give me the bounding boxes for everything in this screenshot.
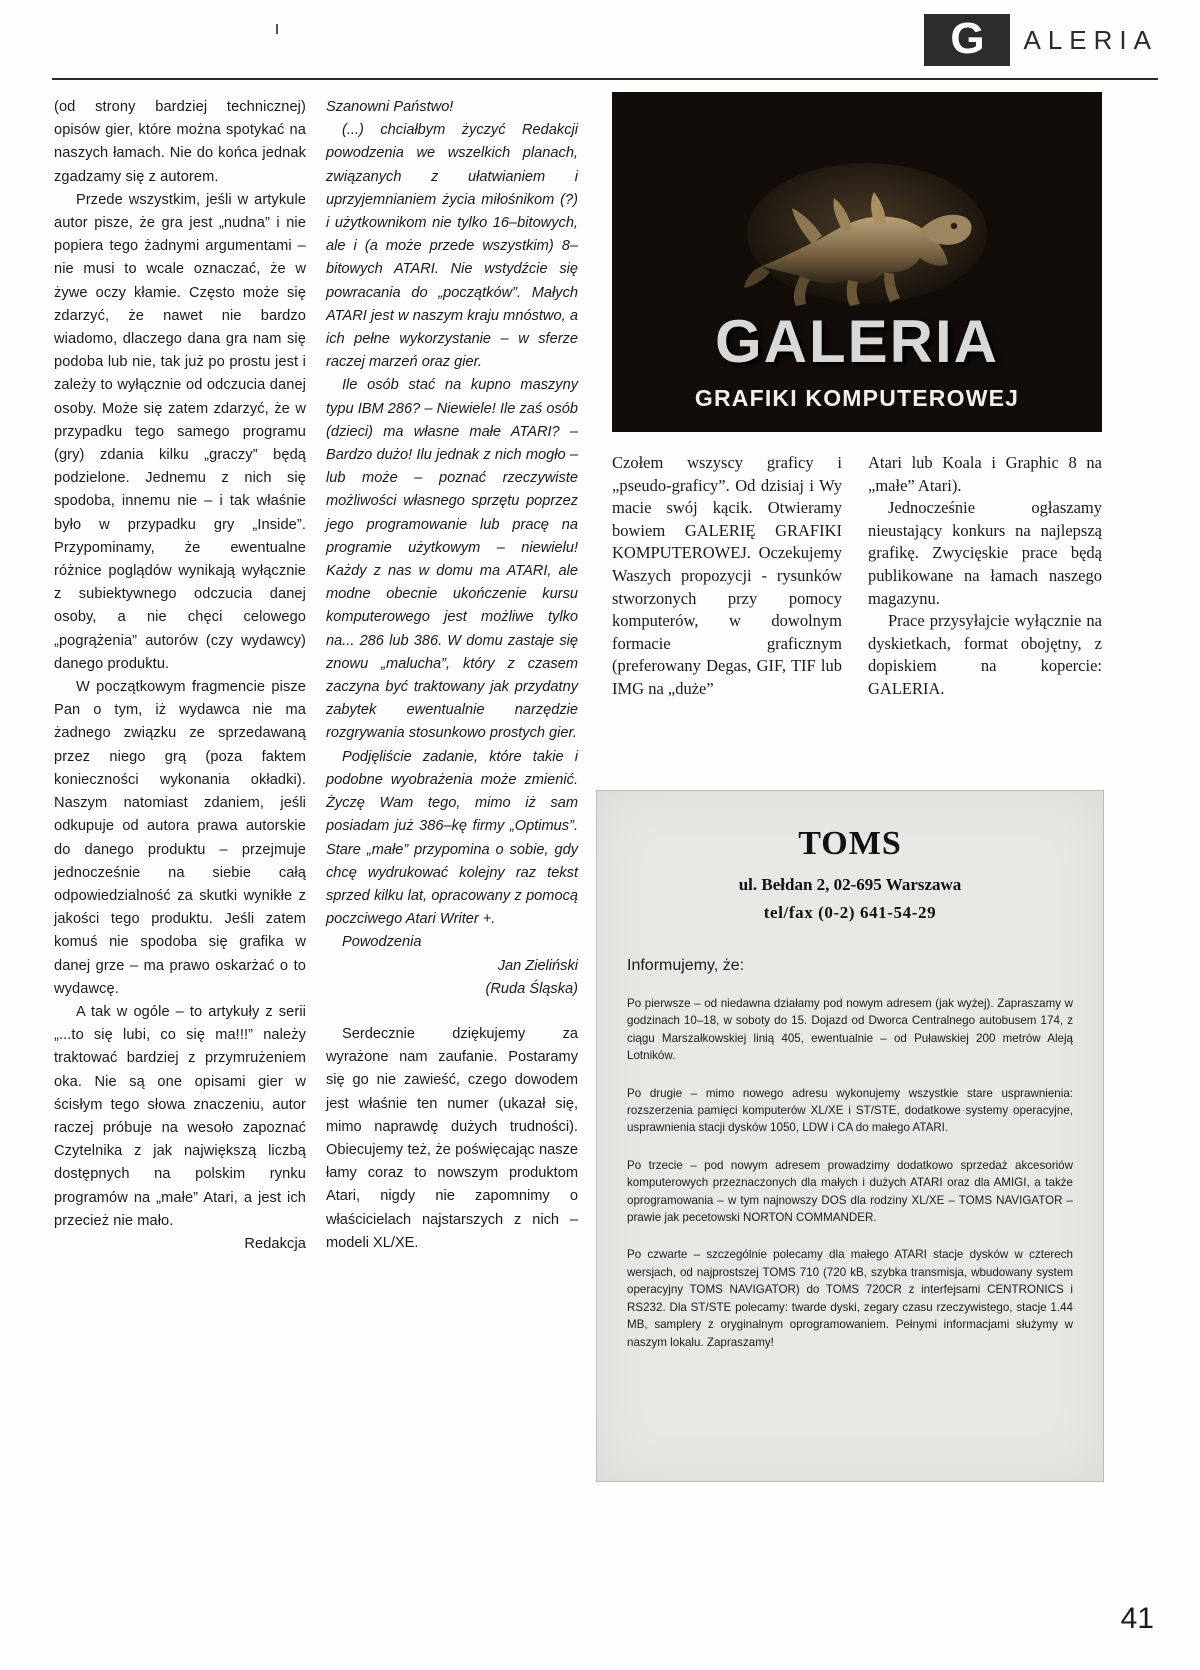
ad-item: Po czwarte – szczególnie polecamy dla małego ATARI stacje dysków w czterech wersjach, od najprostszej TOMS 710 (720 kB, szybka transmisja, wbudowany system operacyjny TOMS NAVIGATOR) do TOMS 720CR z interfejsami CENTRONICS i RS232. Dla ST/STE polecamy: twarde dyski, zegary czasu rzeczywistego, stacje 1.44 MB, samplery z oryginalnym oprogramowaniem. Pełnymi informacjami służymy w naszym lokalu. Zapraszamy! [627, 1248, 1073, 1349]
ad-item: Po pierwsze – od niedawna działamy pod nowym adresem (jak wyżej). Zapraszamy w godzinach 10–18, w soboty do 15. Dojazd od Dworca Centralnego autobusem 174, z ciągu Marszałkowskiej linią 405, ewentualnie – od Puławskiej 200 metrów Aleją Lotników. [627, 997, 1073, 1063]
galeria-logo-icon [924, 14, 1010, 66]
page-number: 41 [1120, 1602, 1154, 1635]
paragraph: A tak w ogóle – to artykuły z serii „...to się lubi, co się ma!!!” należy traktować bardziej z przymrużeniem oka. Nie są one opisami gier w ścisłym tego słowa znaczeniu, autor raczej próbuje na wesoło zapoznać Czytelnika z jak największą liczbą dostępnych na polskim rynku programów na „małe” Atari, a jest ich przecież nie mało. [54, 1003, 306, 1229]
masthead [924, 14, 1159, 66]
letter-closing: Powodzenia [342, 934, 422, 951]
logo-wordmark: ALERIA [1023, 24, 1158, 55]
dinosaur-illustration-icon [742, 138, 992, 318]
paragraph: Atari lub Koala i Graphic 8 na „małe” Atari). [868, 453, 1102, 495]
paragraph: Prace przysyłajcie wyłącznie na dyskietkach, format obojętny, z dopiskiem na kopercie: GALERIA. [868, 611, 1102, 698]
ad-lead: Informujemy, że: [627, 957, 745, 974]
crop-mark [276, 24, 278, 34]
column-middle [326, 96, 578, 1255]
column-left [54, 96, 306, 1256]
logo-letter: G [950, 14, 983, 63]
ad-phone: tel/fax (0-2) 641-54-29 [763, 903, 937, 922]
paragraph: (...) chciałbym życzyć Redakcji powodzenia we wszelkich planach, związanych z ułatwianiem i uprzyjemnianiem życia miłośnikom (?) i użytkownikom nie tylko 16–bitowych, ale i (a może przede wszystkim) 8–bitowych ATARI. Nie wstydźcie się powracania do „początków”. Małych ATARI jest w naszym kraju mnóstwo, a ich pełne wykorzystanie – w sferze raczej marzeń oraz gier. [326, 122, 578, 371]
letter-signature-place: (Ruda Śląska) [485, 980, 578, 997]
paragraph: W początkowym fragmencie pisze Pan o tym, iż wydawca nie ma żadnego związku ze sprzedawaną przez niego grą (poza faktem konieczności wykonania okładki). Naszym natomiast zdaniem, jeśli odkupuje od autora prawa autorskie do danego produktu – przejmuje jednocześnie na siebie całą odpowiedzialność za skutki wynikłe z jakości tego produktu. Jeśli zatem komuś nie spodoba się grafika w danej grze – ma prawo oskarżać o to wydawcę. [54, 679, 306, 997]
paragraph: Podjęliście zadanie, które takie i podobne wyobrażenia może zmienić. Życzę Wam tego, mimo iż sam posiadam już 386–kę firmy „Optimus”. Stare „małe” przypomina o sobie, gdy chcę wydrukować kolejny raz tekst sprzed kilku lat, opracowany z pomocą poczciwego Atari Writer +. [326, 748, 578, 928]
paragraph: Czołem wszyscy graficy i „pseudo-graficy”. Od dzisiaj i Wy macie swój kącik. Otwieramy bowiem GALERIĘ GRAFIKI KOMPUTEROWEJ. Oczekujemy Waszych propozycji - rysunków stworzonych przy pomocy komputerów, w dowolnym formacie graficznym (preferowany Degas, GIF, TIF lub IMG na „duże” [612, 453, 842, 698]
ad-address: ul. Bełdan 2, 02-695 Warszawa [738, 875, 962, 894]
letter-signature-name: Jan Zieliński [497, 957, 578, 974]
editor-reply: Serdecznie dziękujemy za wyrażone nam zaufanie. Postaramy się go nie zawieść, czego dowodem jest właśnie ten numer (ukazał się, mimo naprawdę dużych trudności). Obiecujemy też, że poświęcając nasze łamy coraz to nowszym produktom Atari, nigdy nie zapomnimy o właścicielach najstarszych z nich – modeli XL/XE. [326, 1025, 578, 1251]
ad-item: Po trzecie – pod nowym adresem prowadzimy dodatkowo sprzedaż akcesoriów komputerowych przeznaczonych dla małych i dużych ATARI oraz dla AMIGI, a także oprogramowania – w tym najnowszy DOS dla rodziny XL/XE – TOMS NAVIGATOR –prawie jak pecetowski NORTON COMMANDER. [627, 1158, 1073, 1225]
advertisement-toms [596, 790, 1104, 1482]
gallery-artwork [612, 92, 1102, 432]
artwork-title: GALERIA [715, 308, 999, 375]
paragraph: Jednocześnie ogłaszamy nieustający konkurs na najlepszą grafikę. Zwycięskie prace będą publikowane na łamach naszego magazynu. [868, 498, 1102, 608]
paragraph: Ile osób stać na kupno maszyny typu IBM 286? – Niewiele! Ile zaś osób (dzieci) ma własne małe ATARI? – Bardzo dużo! Ilu jednak z nich mogło – lub może – poznać rzeczywiste możliwości własnego sprzętu poprzez jego programowanie lub pracę na programie użytkowym – niewielu! Każdy z nas w domu ma ATARI, ale modne obecnie ukończenie kursu komputerowego jest możliwe tylko na... 286 lub 386. W domu zastaje się znowu „malucha”, który z czasem zaczyna być traktowany jak przydatny zabytek ewentualnie narzędzie rozgrywania stosunkowo prostych gier. [326, 377, 578, 742]
paragraph: (od strony bardziej technicznej) opisów gier, które można spotykać na naszych łamach. Nie do końca jednak zgadzamy się z autorem. [54, 99, 306, 185]
header-divider [52, 78, 1158, 80]
letter-salutation: Szanowni Państwo! [326, 99, 454, 115]
gallery-text-column-2 [868, 452, 1102, 701]
ad-company-name: TOMS [798, 825, 902, 862]
artwork-subtitle: GRAFIKI KOMPUTEROWEJ [694, 385, 1020, 411]
gallery-text-column-1 [612, 452, 842, 701]
paragraph: Przede wszystkim, jeśli w artykule autor pisze, że gra jest „nudna” i nie popiera tego żadnymi argumentami – nie musi to wcale oznaczać, że w żywe oczy kłamie. Często może się zdarzyć, że nawet nie bardzo wiadomo, dlaczego dana gra nam się podoba lub nie, tak już po prostu jest i zależy to wyłącznie od odczucia danej osoby. Może się zatem zdarzyć, że w przypadku tego samego programu (gry) zdania kilku „graczy” będą podzielone. Jednemu z nich się spodoba, innemu nie – i tak właśnie było w przypadku gry „Inside”. Przypominamy, że ewentualne różnice poglądów wynikają wyłącznie z subiektywnego odczucia danej osoby, a nie chęci celowego „pogrążenia” autorów (czy wydawcy) danego produktu. [54, 191, 306, 672]
ad-item: Po drugie – mimo nowego adresu wykonujemy wszystkie stare usprawnienia: rozszerzenia pamięci komputerów XL/XE i ST/STE, dodatkowe systemy operacyjne, usprawnienia stacji dysków 1050, LDW i CA do małego ATARI. [627, 1086, 1073, 1135]
editorial-signature: Redakcja [244, 1235, 306, 1252]
